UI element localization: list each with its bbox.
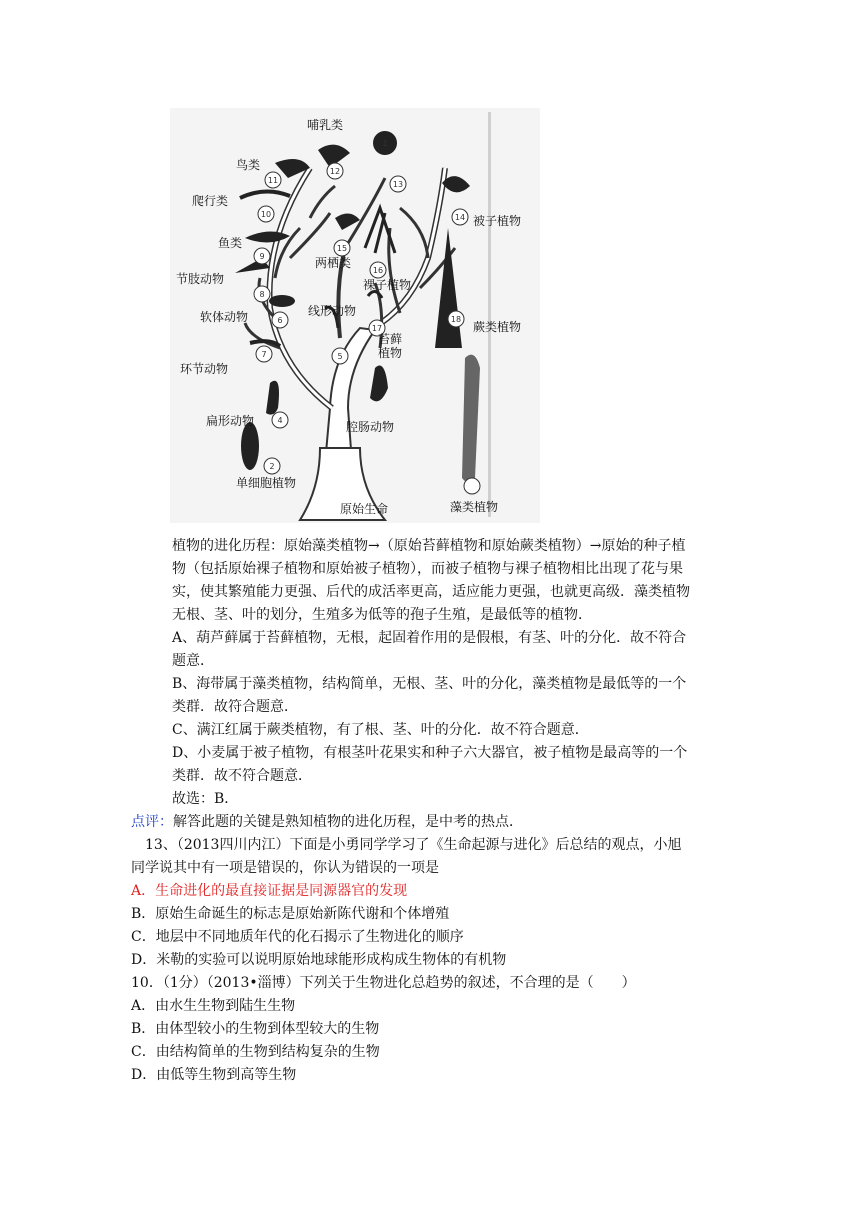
tree-number-label: 5 <box>337 352 343 361</box>
label-arthropods: 节肢动物 <box>176 272 225 286</box>
q10-option-c: C．由结构简单的生物到结构复杂的生物 <box>131 1044 380 1060</box>
option-b-analysis: 类群．故符合题意． <box>172 699 298 715</box>
tree-number-label: 14 <box>454 213 466 222</box>
tree-number-label: 13 <box>392 180 404 189</box>
tree-number-label: 1 <box>382 139 388 148</box>
option-a-analysis: A、葫芦藓属于苔藓植物，无根，起固着作用的是假根，有茎、叶的分化．故不符合 <box>172 630 687 646</box>
label-origin: 原始生命 <box>340 502 389 516</box>
tree-number-label: 15 <box>336 244 348 253</box>
answer-line: 故选：B． <box>172 791 239 807</box>
q10-option-d: D．由低等生物到高等生物 <box>131 1067 297 1083</box>
tree-number-label: 6 <box>277 316 283 325</box>
q10-option-b: B．由体型较小的生物到体型较大的生物 <box>131 1021 380 1037</box>
tree-number-label: 12 <box>329 167 341 176</box>
comment-line <box>131 811 523 833</box>
option-b-analysis: B、海带属于藻类植物，结构简单，无根、茎、叶的分化，藻类植物是最低等的一个 <box>172 676 687 692</box>
tree-number-label: 8 <box>259 290 265 299</box>
tree-number-label: 16 <box>372 266 384 275</box>
analysis-line: 植物的进化历程：原始藻类植物→（原始苔藓植物和原始蕨类植物）→原始的种子植 <box>172 538 686 554</box>
label-amphibians: 两栖类 <box>315 256 352 270</box>
label-annelids: 环节动物 <box>180 362 229 376</box>
label-mosses-2: 植物 <box>378 346 403 360</box>
comment-text: 解答此题的关键是熟知植物的进化历程，是中考的热点． <box>173 814 523 830</box>
tree-number-label: 9 <box>259 252 265 261</box>
option-a-analysis: 题意． <box>172 653 214 669</box>
analysis-line: 无根、茎、叶的划分，生殖多为低等的孢子生殖，是最低等的植物． <box>172 607 592 623</box>
option-c-analysis: C、满江红属于蕨类植物，有了根、茎、叶的分化．故不符合题意． <box>172 722 589 738</box>
label-molluscs: 软体动物 <box>200 310 249 324</box>
tree-number-label: 18 <box>450 315 462 324</box>
label-reptiles: 爬行类 <box>192 194 229 208</box>
option-d-analysis: D、小麦属于被子植物，有根茎叶花果实和种子六大器官，被子植物是最高等的一个 <box>172 745 688 761</box>
q13-stem: 13、（2013四川内江）下面是小勇同学学习了《生命起源与进化》后总结的观点，小旭 <box>145 837 682 853</box>
comment-label: 点评： <box>131 814 173 830</box>
label-fish: 鱼类 <box>218 236 243 250</box>
label-nematodes: 线形动物 <box>308 304 357 318</box>
label-gymnosperms: 裸子植物 <box>363 278 412 292</box>
q13-stem: 同学说其中有一项是错误的，你认为错误的一项是 <box>131 860 439 876</box>
label-mammals: 哺乳类 <box>307 118 344 132</box>
q10-option-a: A．由水生生物到陆生生物 <box>131 998 296 1014</box>
tree-number-label: 11 <box>267 176 279 185</box>
label-algae: 藻类植物 <box>450 500 499 514</box>
tree-number-label: 17 <box>371 324 383 333</box>
tree-number-label: 2 <box>269 462 275 471</box>
option-d-analysis: 类群．故不符合题意． <box>172 768 312 784</box>
q13-option-d: D．米勒的实验可以说明原始地球能形成构成生物体的有机物 <box>131 952 507 968</box>
q13-option-c: C．地层中不同地质年代的化石揭示了生物进化的顺序 <box>131 929 464 945</box>
q13-option-a: A．生命进化的最直接证据是同源器官的发现 <box>131 883 408 899</box>
analysis-line: 实，使其繁殖能力更强、后代的成活率更高，适应能力更强，也就更高级．藻类植物 <box>172 584 690 600</box>
label-ferns: 蕨类植物 <box>473 320 522 334</box>
analysis-line: 物（包括原始裸子植物和原始被子植物），而被子植物与裸子植物相比出现了花与果 <box>172 561 683 577</box>
tree-number-label: 7 <box>261 350 267 359</box>
label-unicellular: 单细胞植物 <box>236 476 297 490</box>
label-angiosperms: 被子植物 <box>473 214 522 228</box>
tree-number-label: 4 <box>277 416 283 425</box>
label-flatworms: 扁形动物 <box>206 414 255 428</box>
label-mosses-1: 苔藓 <box>378 332 403 346</box>
q10-stem: 10．（1分）（2013•淄博）下列关于生物进化总趋势的叙述，不合理的是（ ） <box>131 975 636 991</box>
tree-number-label: 10 <box>260 210 272 219</box>
label-coelenterates: 腔肠动物 <box>346 420 395 434</box>
q13-option-b: B．原始生命诞生的标志是原始新陈代谢和个体增殖 <box>131 906 450 922</box>
label-birds: 鸟类 <box>236 158 261 172</box>
evolution-tree-figure <box>170 108 540 523</box>
